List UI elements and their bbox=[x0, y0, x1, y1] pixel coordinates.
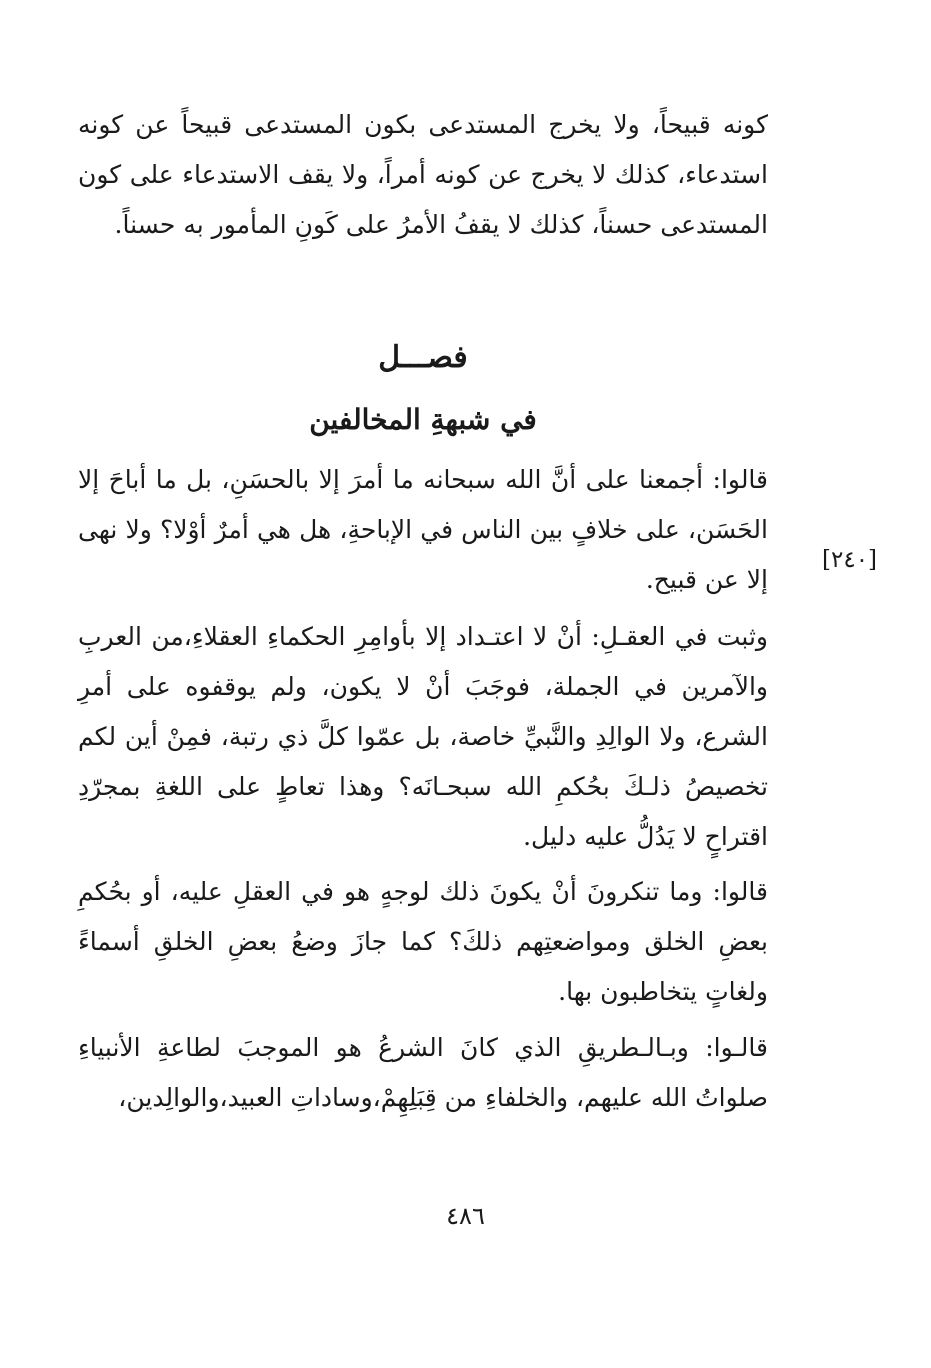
section-subtitle: في شبهةِ المخالفين bbox=[309, 403, 537, 436]
paragraph-consensus: قالوا: أجمعنا على أنَّ الله سبحانه ما أمرَ إلا بالحسَنِ، بل ما أباحَ إلا الحَسَن، على خلافٍ بين الناس في الإباحةِ، هل هي أمرٌ أوْلا؟ ولا نهى إلا عن قبيح. bbox=[78, 465, 768, 594]
paragraph-reason: وثبت في العقـلِ: أنْ لا اعتـداد إلا بأوامِرِ الحكماءِ العقلاءِ،من العربِ والآمرين في الجملة، فوجَبَ أنْ لا يكون، ولم يوقفوه على أمرِ الشرع، ولا الوالِدِ والنَّبيِّ خاصة، بل عمّوا كلَّ ذي رتبة، فمِنْ أين لكم تخصيصُ ذلـكَ بحُكمِ الله سبحـانَه؟ وهذا تعاطٍ على اللغةِ بمجرّدِ اقتراحٍ لا يَدُلُّ عليه دليل. bbox=[78, 622, 768, 851]
page-number: ٤٨٦ bbox=[446, 1202, 485, 1230]
margin-reference: [٢٤٠] bbox=[822, 547, 878, 573]
paragraph-continuation: كونه قبيحاً، ولا يخرج المستدعى بكون المستدعى قبيحاً عن كونه استدعاء، كذلك لا يخرج عن كونه أمراً، ولا يقف الاستدعاء على كون المستدعى حسناً، كذلك لا يقفُ الأمرُ على كَونِ المأمور به حسناً. bbox=[78, 110, 768, 239]
paragraph-objection: قالوا: وما تنكرونَ أنْ يكونَ ذلك لوجهٍ هو في العقلِ عليه، أو بحُكمِ بعضِ الخلق ومواضعتِهم ذلكَ؟ كما جازَ وضعُ بعضِ الخلقِ أسماءً ولغاتٍ يتخاطبون بها. bbox=[78, 877, 768, 1006]
section-title: فصـــل bbox=[378, 340, 468, 375]
paragraph-path: قالـوا: وبـالـطريقِ الذي كانَ الشرعُ هو الموجبَ لطاعةِ الأنبياءِ صلواتُ الله عليهم، والخلفاءِ من قِبَلِهِمْ،وساداتِ العبيد،والوالِدين، bbox=[78, 1033, 768, 1112]
